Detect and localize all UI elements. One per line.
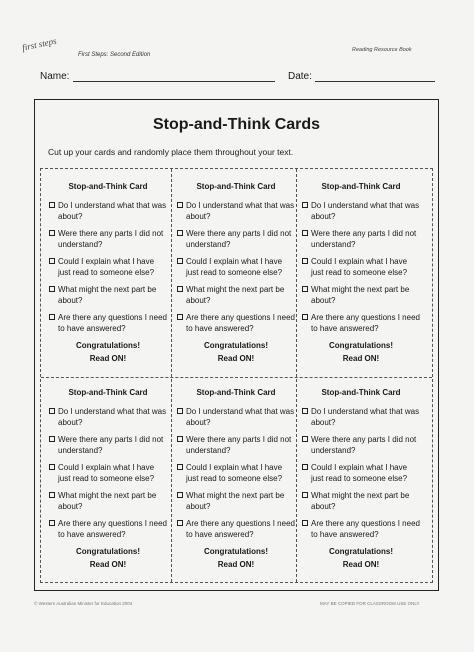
checkbox[interactable] bbox=[177, 436, 183, 442]
page-header bbox=[0, 0, 474, 100]
question-text: Were there any parts I did not understand? bbox=[58, 229, 164, 249]
checkbox[interactable] bbox=[302, 436, 308, 442]
logo-text: first steps bbox=[21, 35, 58, 53]
checkbox[interactable] bbox=[49, 230, 55, 236]
date-label: Date: bbox=[288, 71, 312, 82]
question-item bbox=[302, 462, 420, 484]
read-on-text: Read ON! bbox=[217, 560, 255, 569]
question-item bbox=[302, 434, 420, 456]
stop-and-think-card bbox=[302, 387, 420, 587]
question-text: Are there any questions I need to have answered? bbox=[311, 313, 420, 333]
question-text: Are there any questions I need to have answered? bbox=[58, 519, 167, 539]
question-item bbox=[177, 434, 295, 456]
checkbox[interactable] bbox=[177, 314, 183, 320]
question-item bbox=[177, 462, 295, 484]
question-text: Could I explain what I have just read to someone else? bbox=[58, 257, 155, 277]
congratulations-text: Congratulations! bbox=[329, 547, 393, 556]
question-text: Could I explain what I have just read to someone else? bbox=[58, 463, 155, 483]
copy-permission-footer: MAY BE COPIED FOR CLASSROOM USE ONLY bbox=[320, 601, 420, 606]
checkbox[interactable] bbox=[177, 258, 183, 264]
card-title: Stop-and-Think Card bbox=[68, 388, 148, 397]
checkbox[interactable] bbox=[302, 286, 308, 292]
instructions-text: Cut up your cards and randomly place them throughout your text. bbox=[48, 147, 294, 157]
checkbox[interactable] bbox=[302, 464, 308, 470]
first-steps-logo bbox=[21, 35, 58, 68]
card-title: Stop-and-Think Card bbox=[196, 388, 276, 397]
question-text: Could I explain what I have just read to someone else? bbox=[186, 463, 283, 483]
cards-grid bbox=[40, 168, 433, 583]
question-item bbox=[177, 312, 295, 334]
question-item bbox=[177, 200, 295, 222]
question-text: Do I understand what that was about? bbox=[58, 407, 167, 427]
question-item bbox=[49, 256, 167, 278]
cut-line-vertical bbox=[171, 169, 172, 582]
read-on-text: Read ON! bbox=[89, 560, 127, 569]
question-item bbox=[49, 284, 167, 306]
question-text: Do I understand what that was about? bbox=[186, 407, 295, 427]
card-title: Stop-and-Think Card bbox=[68, 182, 148, 191]
read-on-text: Read ON! bbox=[217, 354, 255, 363]
stop-and-think-card bbox=[177, 181, 295, 381]
question-item bbox=[49, 462, 167, 484]
question-text: What might the next part be about? bbox=[58, 285, 157, 305]
congratulations-text: Congratulations! bbox=[76, 341, 140, 350]
checkbox[interactable] bbox=[177, 464, 183, 470]
card-title: Stop-and-Think Card bbox=[196, 182, 276, 191]
congratulations-text: Congratulations! bbox=[204, 547, 268, 556]
checkbox[interactable] bbox=[49, 258, 55, 264]
question-text: Could I explain what I have just read to someone else? bbox=[311, 257, 408, 277]
card-title: Stop-and-Think Card bbox=[321, 388, 401, 397]
question-text: Do I understand what that was about? bbox=[186, 201, 295, 221]
name-field[interactable] bbox=[73, 81, 275, 82]
worksheet-frame bbox=[34, 99, 439, 591]
question-item bbox=[302, 200, 420, 222]
question-text: What might the next part be about? bbox=[186, 285, 285, 305]
question-item bbox=[302, 284, 420, 306]
checkbox[interactable] bbox=[302, 492, 308, 498]
congratulations-text: Congratulations! bbox=[76, 547, 140, 556]
question-text: What might the next part be about? bbox=[58, 491, 157, 511]
cut-line-vertical bbox=[296, 169, 297, 582]
stop-and-think-card bbox=[302, 181, 420, 381]
read-on-text: Read ON! bbox=[89, 354, 127, 363]
question-item bbox=[177, 518, 295, 540]
question-text: Could I explain what I have just read to someone else? bbox=[311, 463, 408, 483]
edition-label: First Steps: Second Edition bbox=[78, 52, 151, 58]
question-item bbox=[177, 256, 295, 278]
question-text: Were there any parts I did not understand? bbox=[186, 229, 292, 249]
question-item bbox=[49, 228, 167, 250]
checkbox[interactable] bbox=[177, 202, 183, 208]
question-item bbox=[49, 406, 167, 428]
question-text: Are there any questions I need to have answered? bbox=[186, 313, 295, 333]
question-item bbox=[177, 490, 295, 512]
question-text: Are there any questions I need to have answered? bbox=[58, 313, 167, 333]
checkbox[interactable] bbox=[177, 286, 183, 292]
congratulations-text: Congratulations! bbox=[329, 341, 393, 350]
question-item bbox=[177, 284, 295, 306]
question-item bbox=[177, 228, 295, 250]
name-label: Name: bbox=[40, 71, 70, 82]
question-item bbox=[302, 406, 420, 428]
question-text: What might the next part be about? bbox=[311, 285, 410, 305]
question-text: Were there any parts I did not understand? bbox=[58, 435, 164, 455]
stop-and-think-card bbox=[49, 387, 167, 587]
checkbox[interactable] bbox=[177, 492, 183, 498]
question-text: Are there any questions I need to have answered? bbox=[311, 519, 420, 539]
question-text: Are there any questions I need to have answered? bbox=[186, 519, 295, 539]
checkbox[interactable] bbox=[302, 408, 308, 414]
checkbox[interactable] bbox=[49, 408, 55, 414]
copyright-footer: © Western Australian Minister for Education 2004 bbox=[34, 601, 133, 606]
checkbox[interactable] bbox=[302, 520, 308, 526]
question-item bbox=[49, 518, 167, 540]
stop-and-think-card bbox=[177, 387, 295, 587]
question-text: Do I understand what that was about? bbox=[311, 407, 420, 427]
question-text: Do I understand what that was about? bbox=[58, 201, 167, 221]
checkbox[interactable] bbox=[49, 492, 55, 498]
question-text: What might the next part be about? bbox=[311, 491, 410, 511]
checkbox[interactable] bbox=[49, 286, 55, 292]
question-item bbox=[49, 490, 167, 512]
question-item bbox=[302, 228, 420, 250]
question-text: Do I understand what that was about? bbox=[311, 201, 420, 221]
checkbox[interactable] bbox=[302, 258, 308, 264]
question-text: Were there any parts I did not understand? bbox=[186, 435, 292, 455]
question-item bbox=[302, 256, 420, 278]
checkbox[interactable] bbox=[177, 520, 183, 526]
question-item bbox=[302, 518, 420, 540]
checkbox[interactable] bbox=[49, 314, 55, 320]
checkbox[interactable] bbox=[177, 408, 183, 414]
checkbox[interactable] bbox=[49, 464, 55, 470]
question-item bbox=[49, 434, 167, 456]
checkbox[interactable] bbox=[49, 202, 55, 208]
question-text: Were there any parts I did not understand? bbox=[311, 435, 417, 455]
question-item bbox=[302, 490, 420, 512]
question-item bbox=[49, 312, 167, 334]
question-item bbox=[302, 312, 420, 334]
read-on-text: Read ON! bbox=[342, 560, 380, 569]
checkbox[interactable] bbox=[177, 230, 183, 236]
checkbox[interactable] bbox=[302, 230, 308, 236]
card-title: Stop-and-Think Card bbox=[321, 182, 401, 191]
checkbox[interactable] bbox=[49, 520, 55, 526]
checkbox[interactable] bbox=[302, 314, 308, 320]
page-title: Stop-and-Think Cards bbox=[152, 116, 321, 133]
stop-and-think-card bbox=[49, 181, 167, 381]
question-text: Could I explain what I have just read to someone else? bbox=[186, 257, 283, 277]
date-field[interactable] bbox=[315, 81, 435, 82]
checkbox[interactable] bbox=[302, 202, 308, 208]
congratulations-text: Congratulations! bbox=[204, 341, 268, 350]
resource-label: Reading Resource Book bbox=[352, 47, 412, 53]
question-text: Were there any parts I did not understand? bbox=[311, 229, 417, 249]
question-item bbox=[177, 406, 295, 428]
question-text: What might the next part be about? bbox=[186, 491, 285, 511]
question-item bbox=[49, 200, 167, 222]
checkbox[interactable] bbox=[49, 436, 55, 442]
read-on-text: Read ON! bbox=[342, 354, 380, 363]
